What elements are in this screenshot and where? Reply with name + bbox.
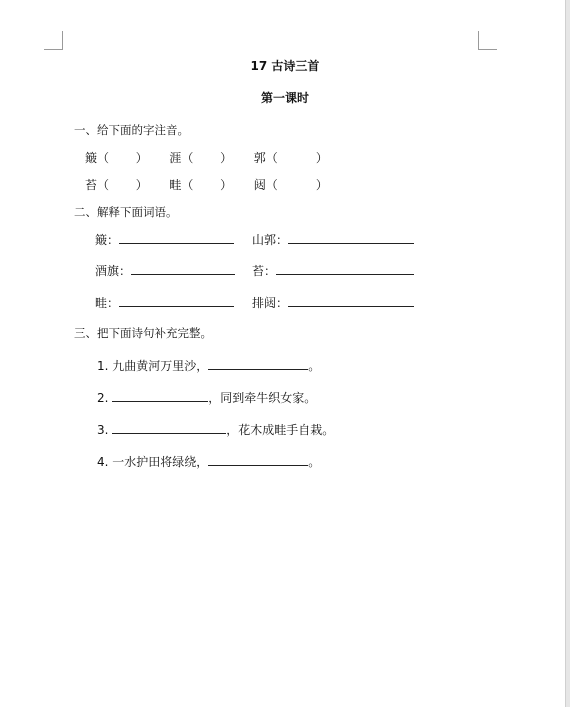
char: 涯 [169,151,182,165]
char: 畦 [169,178,182,192]
char: 闼 [253,178,266,192]
term-row-2 [95,262,235,279]
pinyin-row-2: 苔（ ） 畦（ ） 闼（ ） [85,178,328,192]
term-label: 酒旗： [95,264,132,278]
pinyin-row-1: 簸（ ） 涯（ ） 郭（ ） [85,151,328,165]
vertical-scrollbar[interactable] [565,0,570,707]
char: 苔 [85,178,98,192]
char: 郭 [253,151,266,165]
term-row-2b [252,262,414,279]
term-label: 簸： [95,233,120,247]
term-row-1 [95,231,234,248]
crop-mark-top-right [478,31,497,50]
section3-heading: 三、把下面诗句补充完整。 [74,326,212,340]
term-label: 排闼： [252,296,289,310]
term-row-3b [252,294,414,311]
term-label: 苔： [252,264,277,278]
term-row-3 [95,294,234,311]
poem-line-2: 2. ，同到牵牛织女家。 [97,391,317,405]
document-title: 17 古诗三首 [250,59,320,73]
term-label: 畦： [95,296,120,310]
term-label: 山郭： [252,233,289,247]
section1-heading: 一、给下面的字注音。 [74,123,189,137]
poem-line-1: 1. 九曲黄河万里沙， 。 [97,359,321,373]
char: 簸 [85,151,98,165]
lesson-subtitle: 第一课时 [260,91,309,105]
poem-line-4: 4. 一水护田将绿绕， 。 [97,455,321,469]
section2-heading: 二、解释下面词语。 [74,205,178,219]
crop-mark-top-left [44,31,63,50]
poem-line-3: 3. ，花木成畦手自栽。 [97,423,335,437]
term-row-1b [252,231,414,248]
